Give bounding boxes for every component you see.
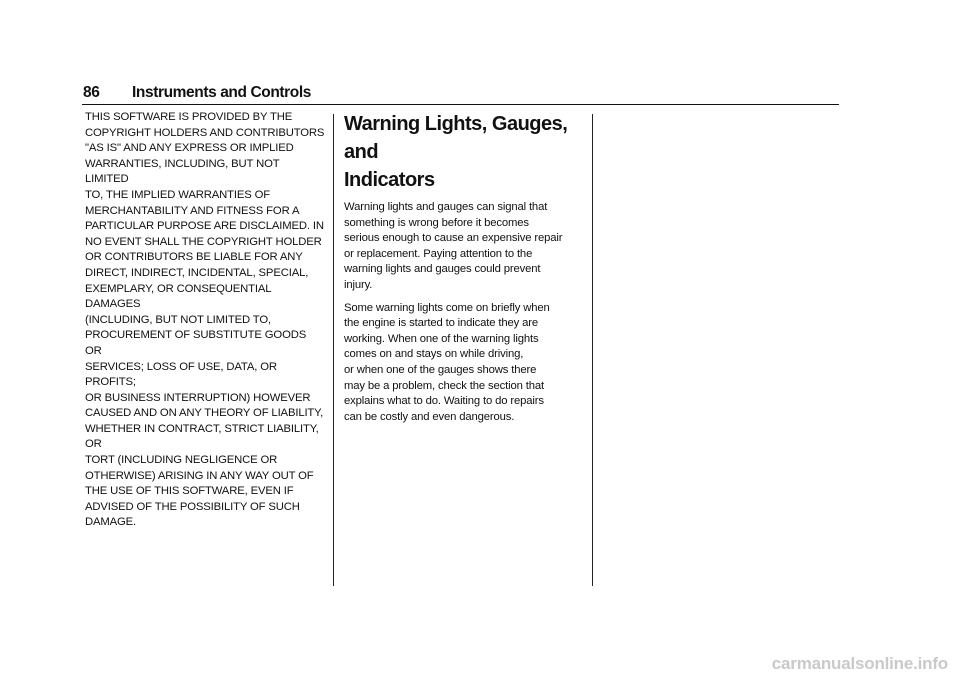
column-divider-left	[333, 114, 334, 586]
paragraph-intro: Warning lights and gauges can signal that something is wrong before it becomes serious enough to cause an expensive repair or replacement. Paying attention to the warning lights and gauges could prevent injury.	[344, 201, 563, 291]
paragraph-warning-behavior: Some warning lights come on briefly when the engine is started to indicate they are working. When one of the warning lights comes on and stays on while driving, or when one of the gauges shows there may be a problem, check the section that explains what to do. Waiting to do repairs can be costly and even dangerous.	[344, 301, 550, 423]
section-heading: Warning Lights, Gauges, and Indicators	[344, 113, 568, 191]
page-number: 86	[83, 84, 100, 101]
section-title: Instruments and Controls	[132, 84, 311, 101]
license-disclaimer-text: THIS SOFTWARE IS PROVIDED BY THE COPYRIGHT HOLDERS AND CONTRIBUTORS "AS IS" AND ANY EXPRESS OR IMPLIED WARRANTIES, INCLUDING, BUT NOT LIMITED TO, THE IMPLIED WARRANTIES OF MERCHANTABILITY AND FITNESS FOR A PARTICULAR PURPOSE ARE DISCLAIMED. IN NO EVENT SHALL THE COPYRIGHT HOLDER OR CONTRIBUTORS BE LIABLE FOR ANY DIRECT, INDIRECT, INCIDENTAL, SPECIAL, EXEMPLARY, OR CONSEQUENTIAL DAMAGES (INCLUDING, BUT NOT LIMITED TO, PROCUREMENT OF SUBSTITUTE GOODS OR SERVICES; LOSS OF USE, DATA, OR PROFITS; OR BUSINESS INTERRUPTION) HOWEVER CAUSED AND ON ANY THEORY OF LIABILITY, WHETHER IN CONTRACT, STRICT LIABILITY, OR TORT (INCLUDING NEGLIGENCE OR OTHERWISE) ARISING IN ANY WAY OUT OF THE USE OF THIS SOFTWARE, EVEN IF ADVISED OF THE POSSIBILITY OF SUCH DAMAGE.	[85, 111, 325, 529]
site-watermark: carmanualsonline.info	[771, 654, 948, 673]
page-header	[82, 82, 839, 105]
warning-lights-section	[344, 110, 584, 432]
column-divider-right	[592, 114, 593, 586]
